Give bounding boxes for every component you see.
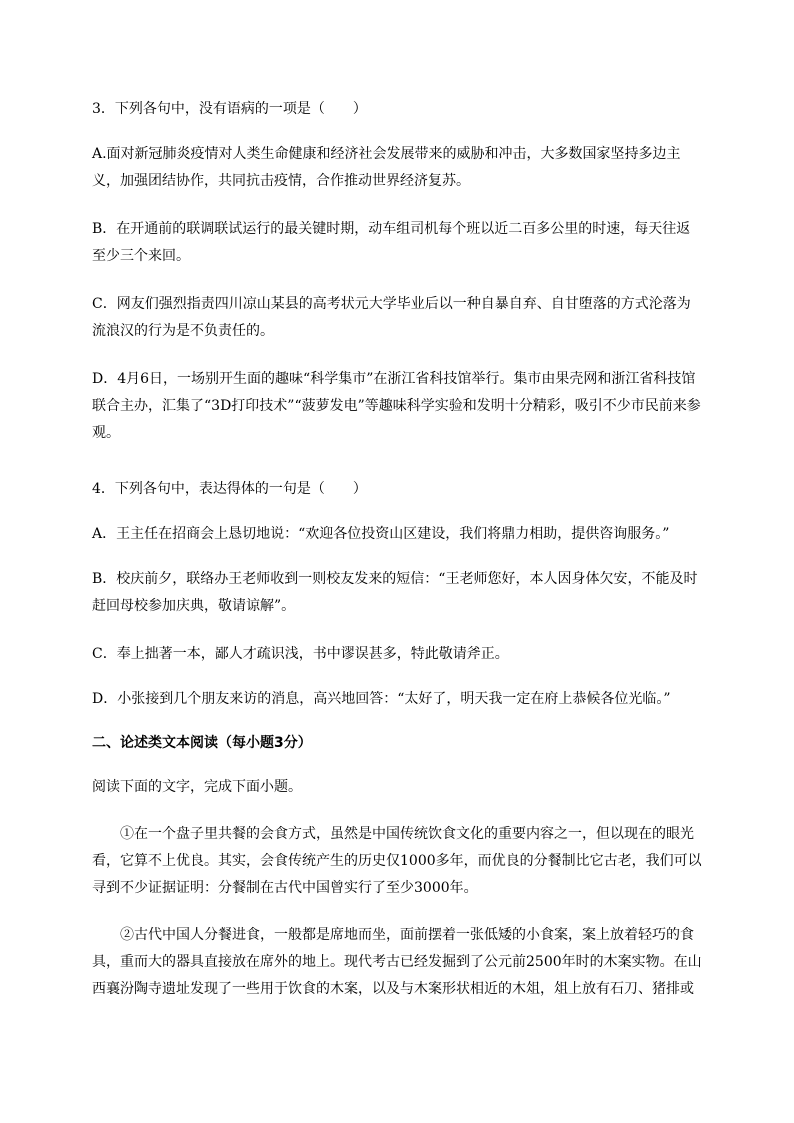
passage-paragraph-1: ①在一个盘子里共餐的会食方式，虽然是中国传统饮食文化的重要内容之一，但以现在的眼光看，它算不上优良。其实，会食传统产生的历史仅1000多年，而优良的分餐制比它古老，我们可以寻到不少证据证明：分餐制在古代中国曾实行了至少3000年。 [92, 826, 702, 896]
passage-paragraph-2: ②古代中国人分餐进食，一般都是席地而坐，面前摆着一张低矮的小食案，案上放着轻巧的食具，重而大的器具直接放在席外的地上。现代考古已经发掘到了公元前2500年时的木案实物。在山西襄汾陶寺遗址发现了一些用于饮食的木案，以及与木案形状相近的木俎，俎上放有石刀、猪排或 [92, 927, 702, 997]
q4-stem: 4．下列各句中，表达得体的一句是（ ） [92, 481, 367, 497]
q3-option-b: B．在开通前的联调联试运行的最关键时期，动车组司机每个班以近二百多公里的时速，每天往返至少三个来回。 [92, 221, 691, 264]
q3-stem: 3．下列各句中，没有语病的一项是（ ） [92, 101, 367, 117]
q4-option-a: A．王主任在招商会上恳切地说：“欢迎各位投资山区建设，我们将鼎力相助，提供咨询服务。” [92, 526, 670, 542]
q4-option-d: D．小张接到几个朋友来访的消息，高兴地回答：“太好了，明天我一定在府上恭候各位光临。” [92, 691, 671, 707]
reading-instruction: 阅读下面的文字，完成下面小题。 [92, 779, 302, 795]
q4-option-b: B．校庆前夕，联络办王老师收到一则校友发来的短信：“王老师您好，本人因身体欠安，不能及时赶回母校参加庆典，敬请谅解”。 [92, 571, 698, 614]
q3-option-a: A.面对新冠肺炎疫情对人类生命健康和经济社会发展带来的威胁和冲击，大多数国家坚持多边主义，加强团结协作，共同抗击疫情，合作推动世界经济复苏。 [92, 146, 681, 189]
section-heading: 二、论述类文本阅读（每小题3分） [92, 735, 312, 751]
q3-option-d: D．4月6日，一场别开生面的趣味“科学集市”在浙江省科技馆举行。集市由果壳网和浙江省科技馆联合主办，汇集了“3D打印技术”“菠萝发电”等趣味科学实验和发明十分精彩，吸引不少市民前来参观。 [92, 371, 701, 441]
q4-option-c: C．奉上拙著一本，鄙人才疏识浅，书中谬误甚多，特此敬请斧正。 [92, 646, 509, 662]
q3-option-c: C．网友们强烈指责四川凉山某县的高考状元大学毕业后以一种自暴自弃、自甘堕落的方式沦落为流浪汉的行为是不负责任的。 [92, 296, 691, 339]
